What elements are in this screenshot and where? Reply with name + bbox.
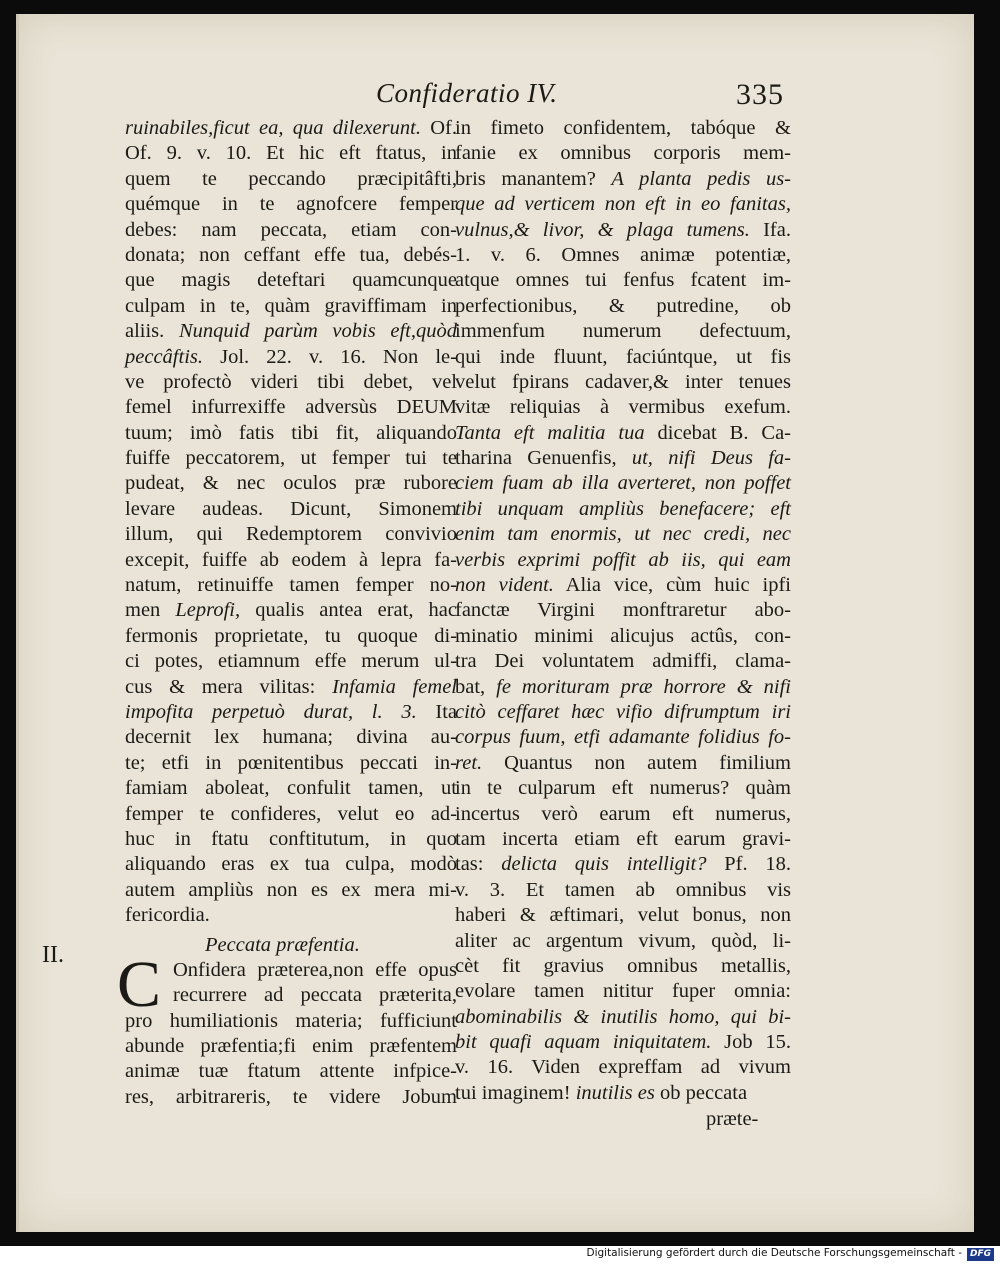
text-line bbox=[125, 192, 457, 217]
text-line bbox=[455, 903, 791, 928]
text-line bbox=[455, 1081, 791, 1106]
text-line bbox=[455, 649, 791, 674]
text-line bbox=[455, 700, 791, 725]
text-line bbox=[455, 878, 791, 903]
left-column bbox=[117, 116, 458, 1110]
text-segment: tuum; imò fatis tibi fit, aliquando bbox=[125, 421, 457, 444]
italic-text: Infamia femel bbox=[332, 675, 457, 698]
text-segment: ob peccata bbox=[654, 1081, 748, 1104]
text-segment: incertus verò earum eft numerus, bbox=[455, 802, 791, 825]
text-segment: excepit, fuiffe ab eodem à lepra fa- bbox=[125, 548, 457, 571]
italic-text: ret. bbox=[455, 751, 483, 774]
text-line bbox=[125, 167, 457, 192]
text-line bbox=[455, 395, 791, 420]
text-line bbox=[125, 548, 457, 573]
section-heading: Peccata præfentia. bbox=[205, 933, 360, 956]
text-line bbox=[455, 218, 791, 243]
text-line bbox=[125, 1059, 457, 1084]
text-line bbox=[125, 497, 457, 522]
text-segment: haberi & æftimari, velut bonus, non bbox=[455, 904, 791, 927]
text-segment: Job 15. bbox=[711, 1031, 791, 1054]
italic-text: que ad verticem non eft in eo fanitas, bbox=[455, 193, 791, 216]
text-segment: quem te peccando præcipitâfti, bbox=[125, 167, 457, 190]
text-segment: atque omnes tui fenfus fcatent im- bbox=[455, 269, 791, 292]
italic-text: A planta pedis us- bbox=[611, 167, 791, 190]
text-segment: animæ tuæ ftatum attente infpice- bbox=[125, 1060, 457, 1083]
text-segment: aliquando eras ex tua culpa, modò bbox=[125, 853, 457, 876]
text-segment: Ifa. bbox=[749, 218, 791, 241]
text-line bbox=[455, 802, 791, 827]
text-segment: men bbox=[125, 599, 176, 622]
text-line bbox=[455, 192, 791, 217]
text-line bbox=[455, 319, 791, 344]
text-segment: tam incerta etiam eft earum gravi- bbox=[455, 827, 791, 850]
text-line bbox=[125, 827, 457, 852]
text-line bbox=[455, 725, 791, 750]
text-line bbox=[125, 345, 457, 370]
text-segment: qualis antea erat, hac bbox=[240, 599, 457, 622]
text-line bbox=[125, 116, 457, 141]
text-line bbox=[125, 446, 457, 471]
text-segment: autem ampliùs non es ex mera mi- bbox=[125, 878, 457, 901]
text-line bbox=[455, 675, 791, 700]
footer bbox=[0, 1246, 1000, 1264]
right-column bbox=[455, 116, 791, 1106]
text-line bbox=[125, 395, 457, 420]
text-line bbox=[455, 421, 791, 446]
text-segment: tra Dei voluntatem admiffi, clama- bbox=[455, 650, 791, 673]
text-segment: femel infurrexiffe adversùs DEUM bbox=[125, 396, 457, 419]
text-line bbox=[455, 268, 791, 293]
italic-text: non vident. bbox=[455, 574, 554, 597]
text-segment: decernit lex humana; divina au- bbox=[125, 726, 457, 749]
text-segment: in fimeto confidentem, tabóque & bbox=[455, 117, 791, 139]
text-line bbox=[455, 548, 791, 573]
text-segment: Of. 9. v. 10. Et hic eft ftatus, in bbox=[125, 142, 457, 165]
text-line bbox=[125, 903, 457, 928]
text-segment: te; etfi in pœnitentibus peccati in- bbox=[125, 751, 457, 774]
text-line bbox=[125, 294, 457, 319]
italic-text: fe morituram præ horrore & nifi bbox=[496, 675, 791, 698]
text-line bbox=[125, 958, 457, 983]
text-segment: culpam in te, quàm graviffimam in bbox=[125, 294, 457, 317]
section-paragraph bbox=[117, 947, 457, 1110]
text-line bbox=[455, 827, 791, 852]
text-line bbox=[455, 522, 791, 547]
text-line bbox=[455, 1005, 791, 1030]
text-segment: immenfum numerum defectuum, bbox=[455, 320, 791, 343]
text-line bbox=[455, 167, 791, 192]
text-line bbox=[125, 983, 457, 1008]
page-number: 335 bbox=[736, 78, 784, 111]
text-line bbox=[455, 370, 791, 395]
text-line bbox=[455, 497, 791, 522]
text-segment: huc in ftatu conftitutum, in quo bbox=[125, 827, 457, 850]
text-segment: fericordia. bbox=[125, 904, 210, 927]
text-segment: Alia vice, cùm huic ipfi bbox=[553, 574, 791, 597]
book-page bbox=[16, 14, 974, 1232]
text-segment: vitæ reliquias à vermibus exefum. bbox=[455, 396, 791, 419]
text-segment: Onfidera præterea,non effe opus bbox=[173, 958, 457, 981]
text-segment: pudeat, & nec oculos præ rubore bbox=[125, 472, 457, 495]
text-line bbox=[125, 218, 457, 243]
text-segment: pro humiliationis materia; fufficiunt bbox=[125, 1009, 457, 1032]
text-segment: Ita bbox=[416, 700, 458, 723]
italic-text: delicta quis intelligit? bbox=[501, 853, 707, 876]
italic-text: vulnus,& livor, & plaga tumens. bbox=[455, 218, 750, 241]
italic-text: Leprofi, bbox=[175, 599, 241, 622]
text-segment: bris manantem? bbox=[455, 167, 612, 190]
text-line bbox=[125, 1034, 457, 1059]
text-segment: v. 16. Viden expreffam ad vivum bbox=[455, 1056, 791, 1079]
text-line bbox=[125, 802, 457, 827]
text-segment: fanctæ Virgini monftraretur abo- bbox=[455, 599, 791, 622]
text-segment: minatio minimi alicujus actûs, con- bbox=[455, 624, 791, 647]
italic-text: ciem fuam ab illa averteret, non poffet bbox=[455, 472, 791, 495]
text-line bbox=[455, 345, 791, 370]
text-line bbox=[125, 725, 457, 750]
text-line bbox=[455, 446, 791, 471]
catchword: præte- bbox=[706, 1108, 759, 1130]
text-line bbox=[125, 649, 457, 674]
section-number: II. bbox=[42, 942, 64, 968]
text-line bbox=[455, 243, 791, 268]
dfg-logo-icon: DFG bbox=[967, 1248, 994, 1261]
text-line bbox=[125, 776, 457, 801]
text-segment: cèt fit gravius omnibus metallis, bbox=[455, 954, 791, 977]
text-line bbox=[125, 598, 457, 623]
text-line bbox=[125, 751, 457, 776]
text-segment: v. 3. Et tamen ab omnibus vis bbox=[455, 878, 791, 901]
text-segment: fuiffe peccatorem, ut femper tui te bbox=[125, 447, 457, 470]
text-line bbox=[455, 776, 791, 801]
text-line bbox=[125, 878, 457, 903]
italic-text: ruinabiles,ficut ea, qua dilexerunt. bbox=[125, 117, 421, 139]
text-segment: ci potes, etiamnum effe merum ul- bbox=[125, 650, 457, 673]
text-line bbox=[125, 522, 457, 547]
text-line bbox=[455, 573, 791, 598]
text-line bbox=[455, 751, 791, 776]
text-line bbox=[125, 243, 457, 268]
text-line bbox=[125, 471, 457, 496]
text-segment: tui imaginem! bbox=[455, 1081, 576, 1104]
text-segment: res, arbitrareris, te videre Jobum bbox=[125, 1085, 457, 1108]
italic-text: citò ceffaret hæc vifio difrumptum iri bbox=[455, 700, 791, 723]
page-edge bbox=[16, 14, 19, 1232]
text-segment: natum, retinuiffe tamen femper no- bbox=[125, 574, 457, 597]
text-line bbox=[455, 471, 791, 496]
text-segment: cus & mera vilitas: bbox=[125, 675, 333, 698]
text-line bbox=[455, 624, 791, 649]
text-segment: Jol. 22. v. 16. Non le- bbox=[203, 345, 457, 368]
text-line bbox=[455, 294, 791, 319]
text-line bbox=[125, 1009, 457, 1034]
text-segment: bat, bbox=[455, 675, 497, 698]
text-segment: velut fpirans cadaver,& inter tenues bbox=[455, 370, 791, 393]
text-line bbox=[455, 1055, 791, 1080]
italic-text: ut, nifi Deus fa- bbox=[631, 447, 792, 470]
text-segment: abunde præfentia;fi enim præfentem bbox=[125, 1035, 457, 1058]
text-segment: femper te confideres, velut eo ad- bbox=[125, 802, 457, 825]
page-header bbox=[16, 78, 974, 118]
text-line bbox=[455, 954, 791, 979]
drop-cap: C bbox=[117, 947, 162, 1021]
text-line bbox=[125, 268, 457, 293]
italic-text: bit quafi aquam iniquitatem. bbox=[455, 1031, 712, 1054]
text-segment: debes: nam peccata, etiam con- bbox=[125, 218, 457, 241]
text-line bbox=[455, 598, 791, 623]
text-line bbox=[125, 370, 457, 395]
text-segment: perfectionibus, & putredine, ob bbox=[455, 294, 791, 317]
text-segment: in te culparum eft numerus? quàm bbox=[455, 777, 791, 800]
italic-text: enim tam enormis, ut nec credi, nec bbox=[455, 523, 791, 546]
italic-text: abominabilis & inutilis homo, qui bi- bbox=[455, 1005, 791, 1028]
text-segment: aliter ac argentum vivum, quòd, li- bbox=[455, 929, 791, 952]
text-line bbox=[125, 421, 457, 446]
text-line bbox=[125, 624, 457, 649]
text-line bbox=[125, 675, 457, 700]
text-segment: recurrere ad peccata præterita, bbox=[173, 984, 457, 1007]
italic-text: inutilis es bbox=[575, 1081, 655, 1104]
italic-text: Tanta eft malitia tua bbox=[455, 421, 645, 444]
text-line bbox=[455, 1030, 791, 1055]
text-segment: Quantus non autem fimilium bbox=[482, 751, 791, 774]
italic-text: corpus fuum, etfi adamante folidius fo- bbox=[455, 726, 791, 749]
text-segment: Of. bbox=[420, 117, 457, 139]
text-line bbox=[125, 700, 457, 725]
text-segment: fermonis proprietate, tu quoque di- bbox=[125, 624, 457, 647]
text-line bbox=[125, 573, 457, 598]
text-segment: qui inde fluunt, faciúntque, ut fis bbox=[455, 345, 791, 368]
text-segment: que magis deteftari quamcunque bbox=[125, 269, 457, 292]
text-segment: aliis. bbox=[125, 320, 179, 343]
italic-text: tibi unquam ampliùs benefacere; eft bbox=[455, 497, 791, 520]
text-segment: Pf. 18. bbox=[706, 853, 792, 876]
text-line bbox=[455, 852, 791, 877]
text-line bbox=[125, 1085, 457, 1110]
text-segment: quémque in te agnofcere femper bbox=[125, 193, 457, 216]
text-segment: levare audeas. Dicunt, Simonem bbox=[125, 497, 457, 520]
running-head: Confideratio IV. bbox=[376, 78, 558, 108]
text-segment: evolare tamen nititur fuper omnia: bbox=[455, 980, 791, 1003]
text-line bbox=[455, 929, 791, 954]
italic-text: impofita perpetuò durat, l. 3. bbox=[125, 700, 417, 723]
text-line bbox=[455, 141, 791, 166]
footer-credit: Digitalisierung gefördert durch die Deutsche Forschungsgemeinschaft - bbox=[586, 1247, 962, 1259]
text-segment: ve profectò videri tibi debet, vel bbox=[125, 370, 457, 393]
text-segment: tharina Genuenfis, bbox=[455, 447, 632, 470]
text-line bbox=[125, 141, 457, 166]
text-line bbox=[125, 319, 457, 344]
text-segment: famiam aboleat, confulit tamen, ut bbox=[125, 777, 457, 800]
text-segment: illum, qui Redemptorem convivio bbox=[125, 523, 457, 546]
text-segment: dicebat B. Ca- bbox=[644, 421, 791, 444]
text-line bbox=[455, 116, 791, 141]
text-segment: tas: bbox=[455, 853, 502, 876]
text-segment: fanie ex omnibus corporis mem- bbox=[455, 142, 791, 165]
italic-text: verbis exprimi poffit ab iis, qui eam bbox=[455, 548, 791, 571]
text-line bbox=[455, 979, 791, 1004]
text-segment: 1. v. 6. Omnes animæ potentiæ, bbox=[455, 243, 791, 266]
italic-text: peccâftis. bbox=[125, 345, 203, 368]
italic-text: Nunquid parùm vobis eft,quòd bbox=[178, 320, 457, 343]
text-line bbox=[125, 852, 457, 877]
text-segment: donata; non ceffant effe tua, debés- bbox=[125, 243, 457, 266]
